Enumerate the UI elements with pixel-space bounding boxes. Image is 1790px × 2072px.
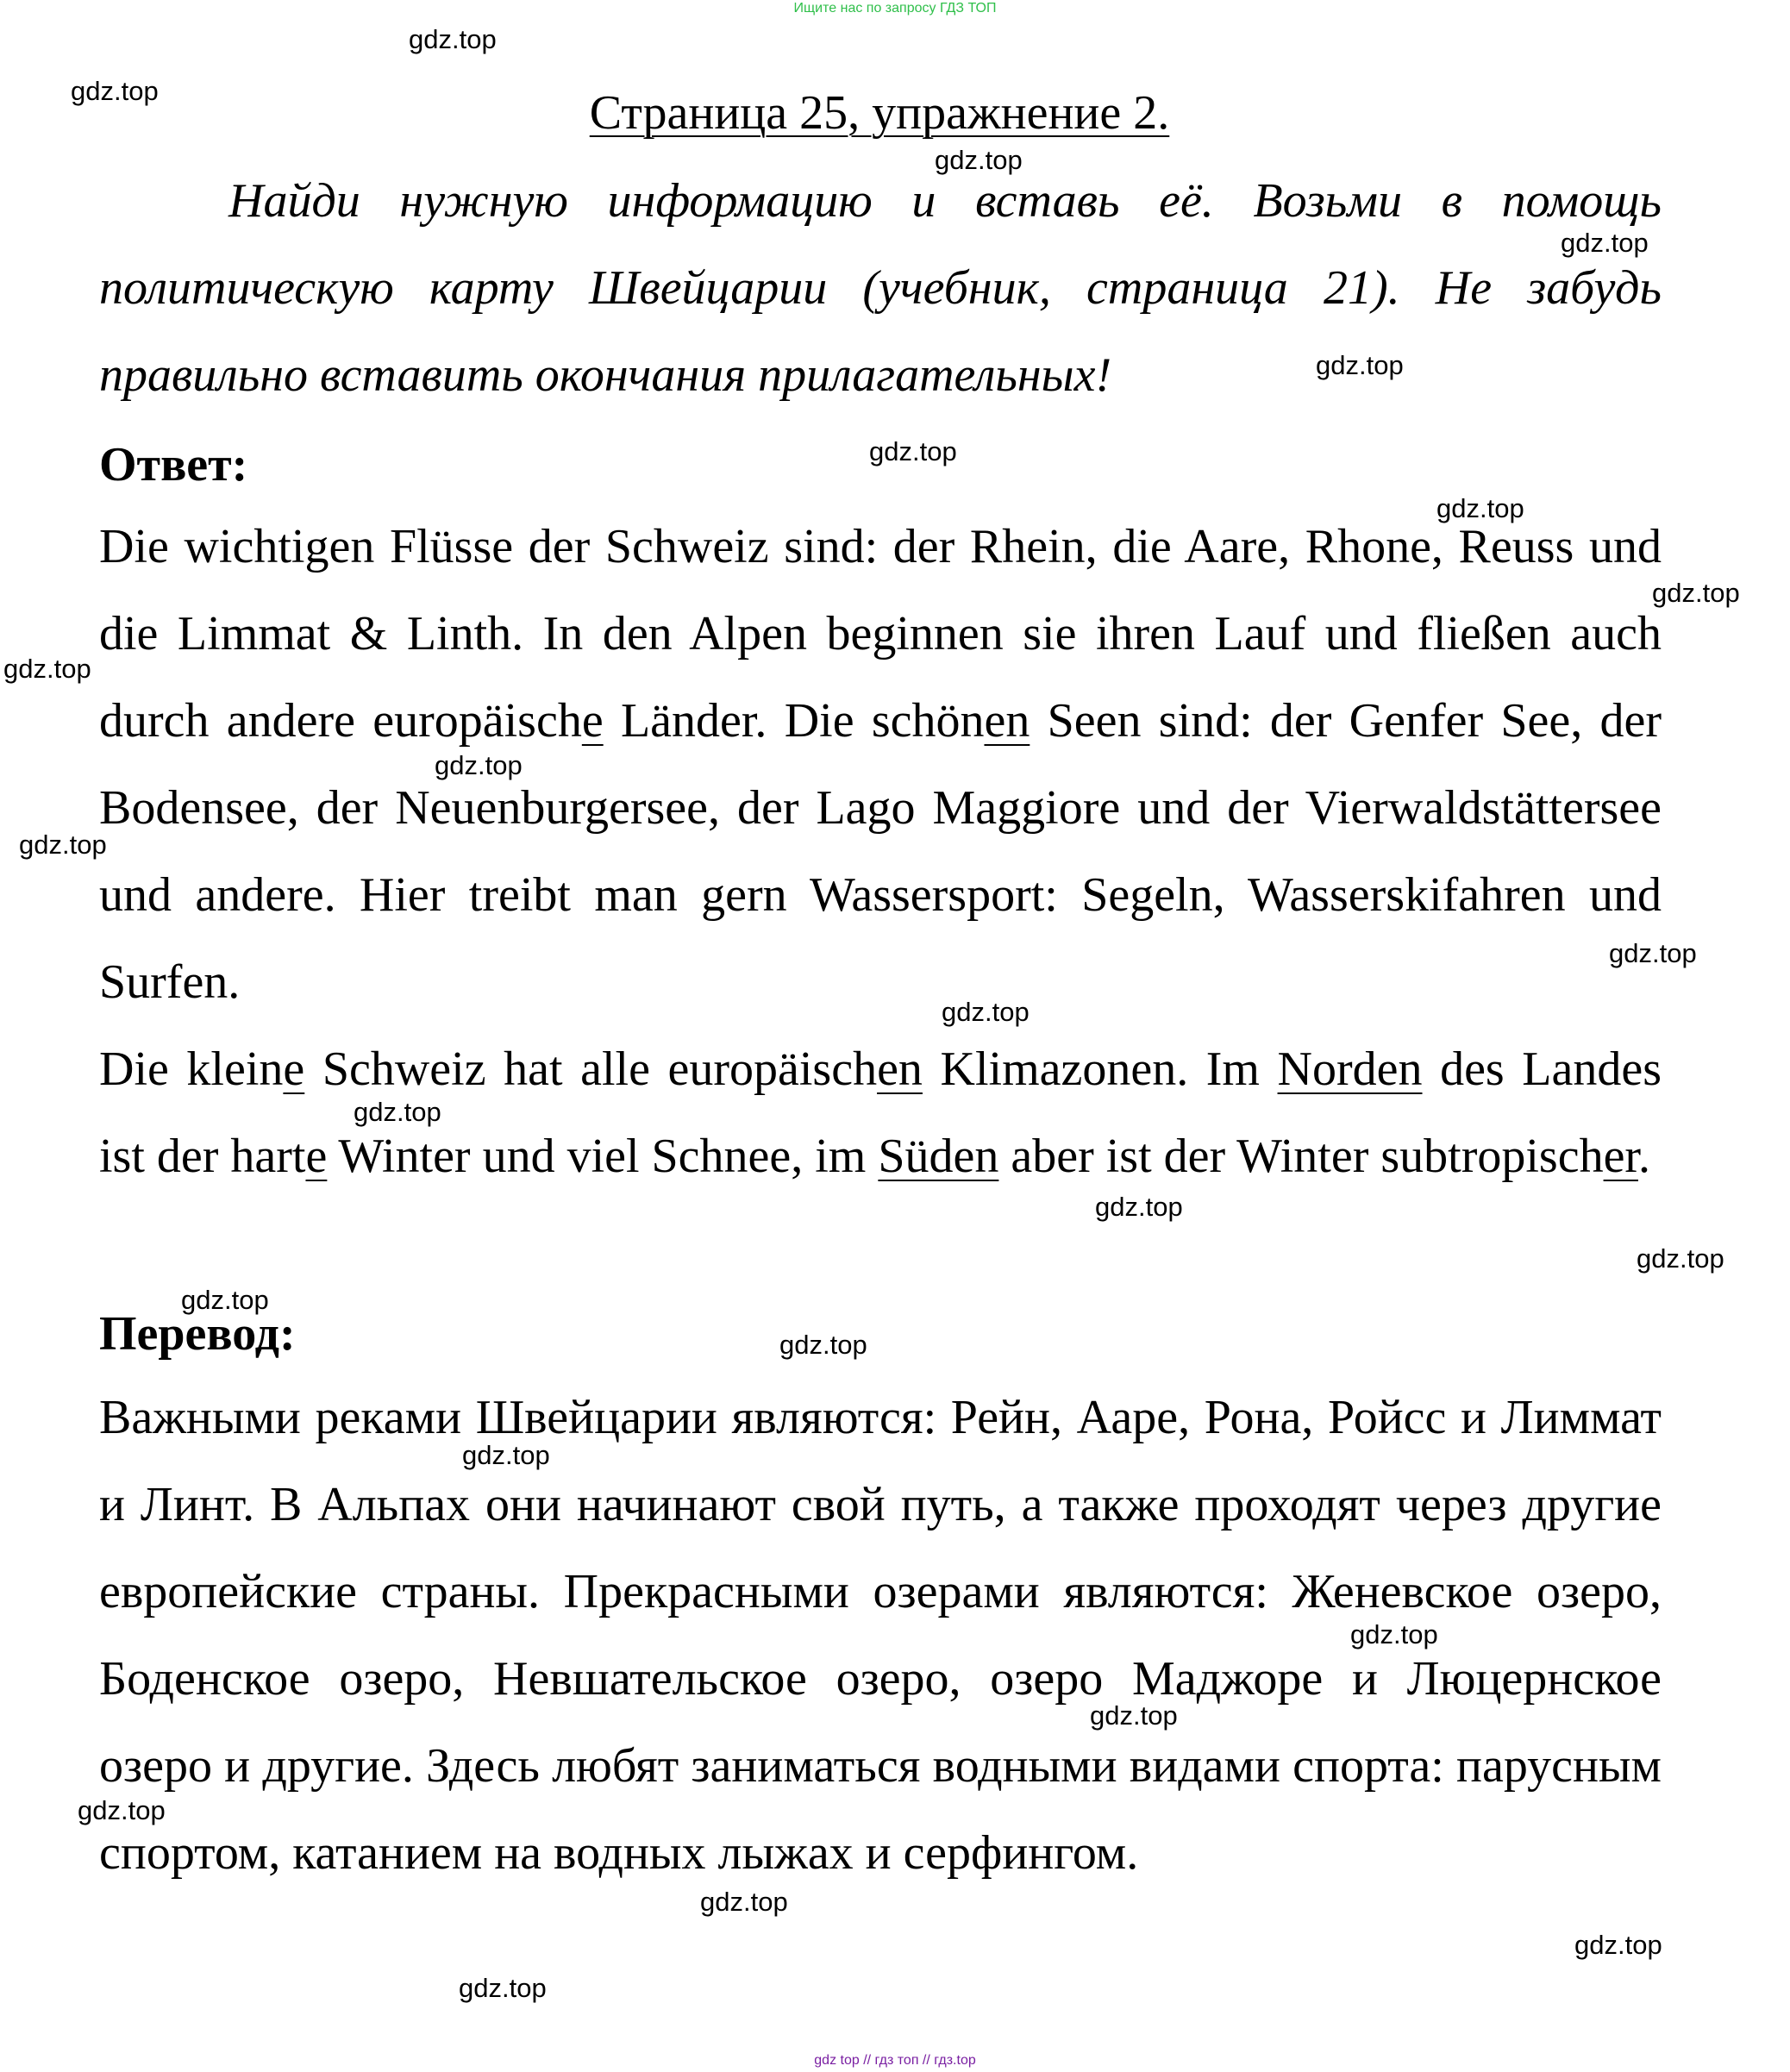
inserted-ending: e xyxy=(283,1042,305,1096)
watermark: gdz.top xyxy=(1609,938,1697,968)
answer-text: Winter und viel Schnee, im xyxy=(327,1130,879,1183)
watermark: gdz.top xyxy=(78,1795,166,1825)
answer-text: . xyxy=(1638,1130,1650,1183)
watermark: gdz.top xyxy=(1350,1619,1438,1649)
watermark: gdz.top xyxy=(942,997,1030,1027)
watermark: gdz.top xyxy=(3,654,91,684)
watermark: gdz.top xyxy=(779,1330,867,1360)
watermark: gdz.top xyxy=(435,750,523,780)
task-text: Найди нужную информацию и вставь её. Возьми в помощь политическую карту Швейцарии (учебник, страница 21). Не забудь правильно вставить окончания прилагательных! xyxy=(99,174,1662,402)
answer-text: Die wichtigen Flüsse der Schweiz sind: der Rhein, die Aare, Rhone, Reuss und die Limmat & Linth. In den Alpen beginnen sie ihren Lauf und fließen auch durch andere europäisch xyxy=(99,520,1662,748)
watermark: gdz.top xyxy=(462,1440,550,1470)
inserted-word: Süden xyxy=(878,1130,999,1183)
watermark: gdz.top xyxy=(71,76,159,106)
page-title: Страница 25, упражнение 2. xyxy=(589,86,1170,140)
watermark: gdz.top xyxy=(1561,228,1649,258)
translation-heading: Перевод: xyxy=(99,1307,296,1361)
watermark: gdz.top xyxy=(19,829,107,860)
inserted-ending: er xyxy=(1603,1130,1638,1183)
watermark: gdz.top xyxy=(1637,1243,1724,1274)
watermark: gdz.top xyxy=(935,145,1023,175)
watermark: gdz.top xyxy=(1090,1700,1178,1731)
bottom-banner-text: gdz top // гдз топ // гдз.top xyxy=(814,2053,976,2068)
watermark: gdz.top xyxy=(1436,493,1524,523)
inserted-ending: en xyxy=(984,694,1030,748)
inserted-ending: e xyxy=(581,694,604,748)
watermark: gdz.top xyxy=(1652,578,1740,608)
watermark: gdz.top xyxy=(354,1097,441,1127)
watermark: gdz.top xyxy=(869,436,957,466)
answer-text: Klimazonen. Im xyxy=(922,1042,1278,1096)
watermark: gdz.top xyxy=(1574,1930,1662,1960)
watermark: gdz.top xyxy=(1095,1192,1183,1222)
watermark: gdz.top xyxy=(459,1973,547,2003)
bottom-banner xyxy=(0,2052,1790,2069)
answer-text: Seen sind: der Genfer See, der Bodensee, der Neuenburgersee, der Lago Maggiore und der Vierwaldstättersee und andere. Hier treibt man gern Wassersport: Segeln, Wasserskifahren und Surfen. xyxy=(99,694,1662,1009)
answer-text: Die klein xyxy=(99,1042,284,1096)
answer-paragraph-2 xyxy=(99,1026,1662,1200)
answer-text: des Landes ist der hart xyxy=(99,1042,1662,1183)
inserted-ending: e xyxy=(305,1130,328,1183)
watermark: gdz.top xyxy=(409,24,497,54)
inserted-word: Norden xyxy=(1277,1042,1423,1096)
top-banner-text: Ищите нас по запросу ГДЗ ТОП xyxy=(793,1,997,16)
answer-text: Länder. Die schön xyxy=(603,694,985,748)
watermark: gdz.top xyxy=(1316,350,1404,380)
inserted-ending: en xyxy=(877,1042,923,1096)
answer-paragraph-1 xyxy=(99,504,1662,1026)
answer-text: Schweiz hat alle europäisch xyxy=(304,1042,878,1096)
answer-heading: Ответ: xyxy=(99,438,248,491)
watermark: gdz.top xyxy=(700,1887,788,1917)
top-banner xyxy=(0,0,1790,17)
translation-paragraph: Важными реками Швейцарии являются: Рейн, Ааре, Рона, Ройсс и Лиммат и Линт. В Альпах они начинают свой путь, а также проходят через другие европейские страны. Прекрасными озерами являются: Женевское озеро, Боденское озеро, Невшательское озеро, озеро Маджоре и Люцернское озеро и другие. Здесь любят заниматься водными видами спорта: парусным спортом, катанием на водных лыжах и серфингом. xyxy=(99,1391,1662,1880)
answer-text: aber ist der Winter subtropisch xyxy=(998,1130,1604,1183)
watermark: gdz.top xyxy=(181,1285,269,1315)
